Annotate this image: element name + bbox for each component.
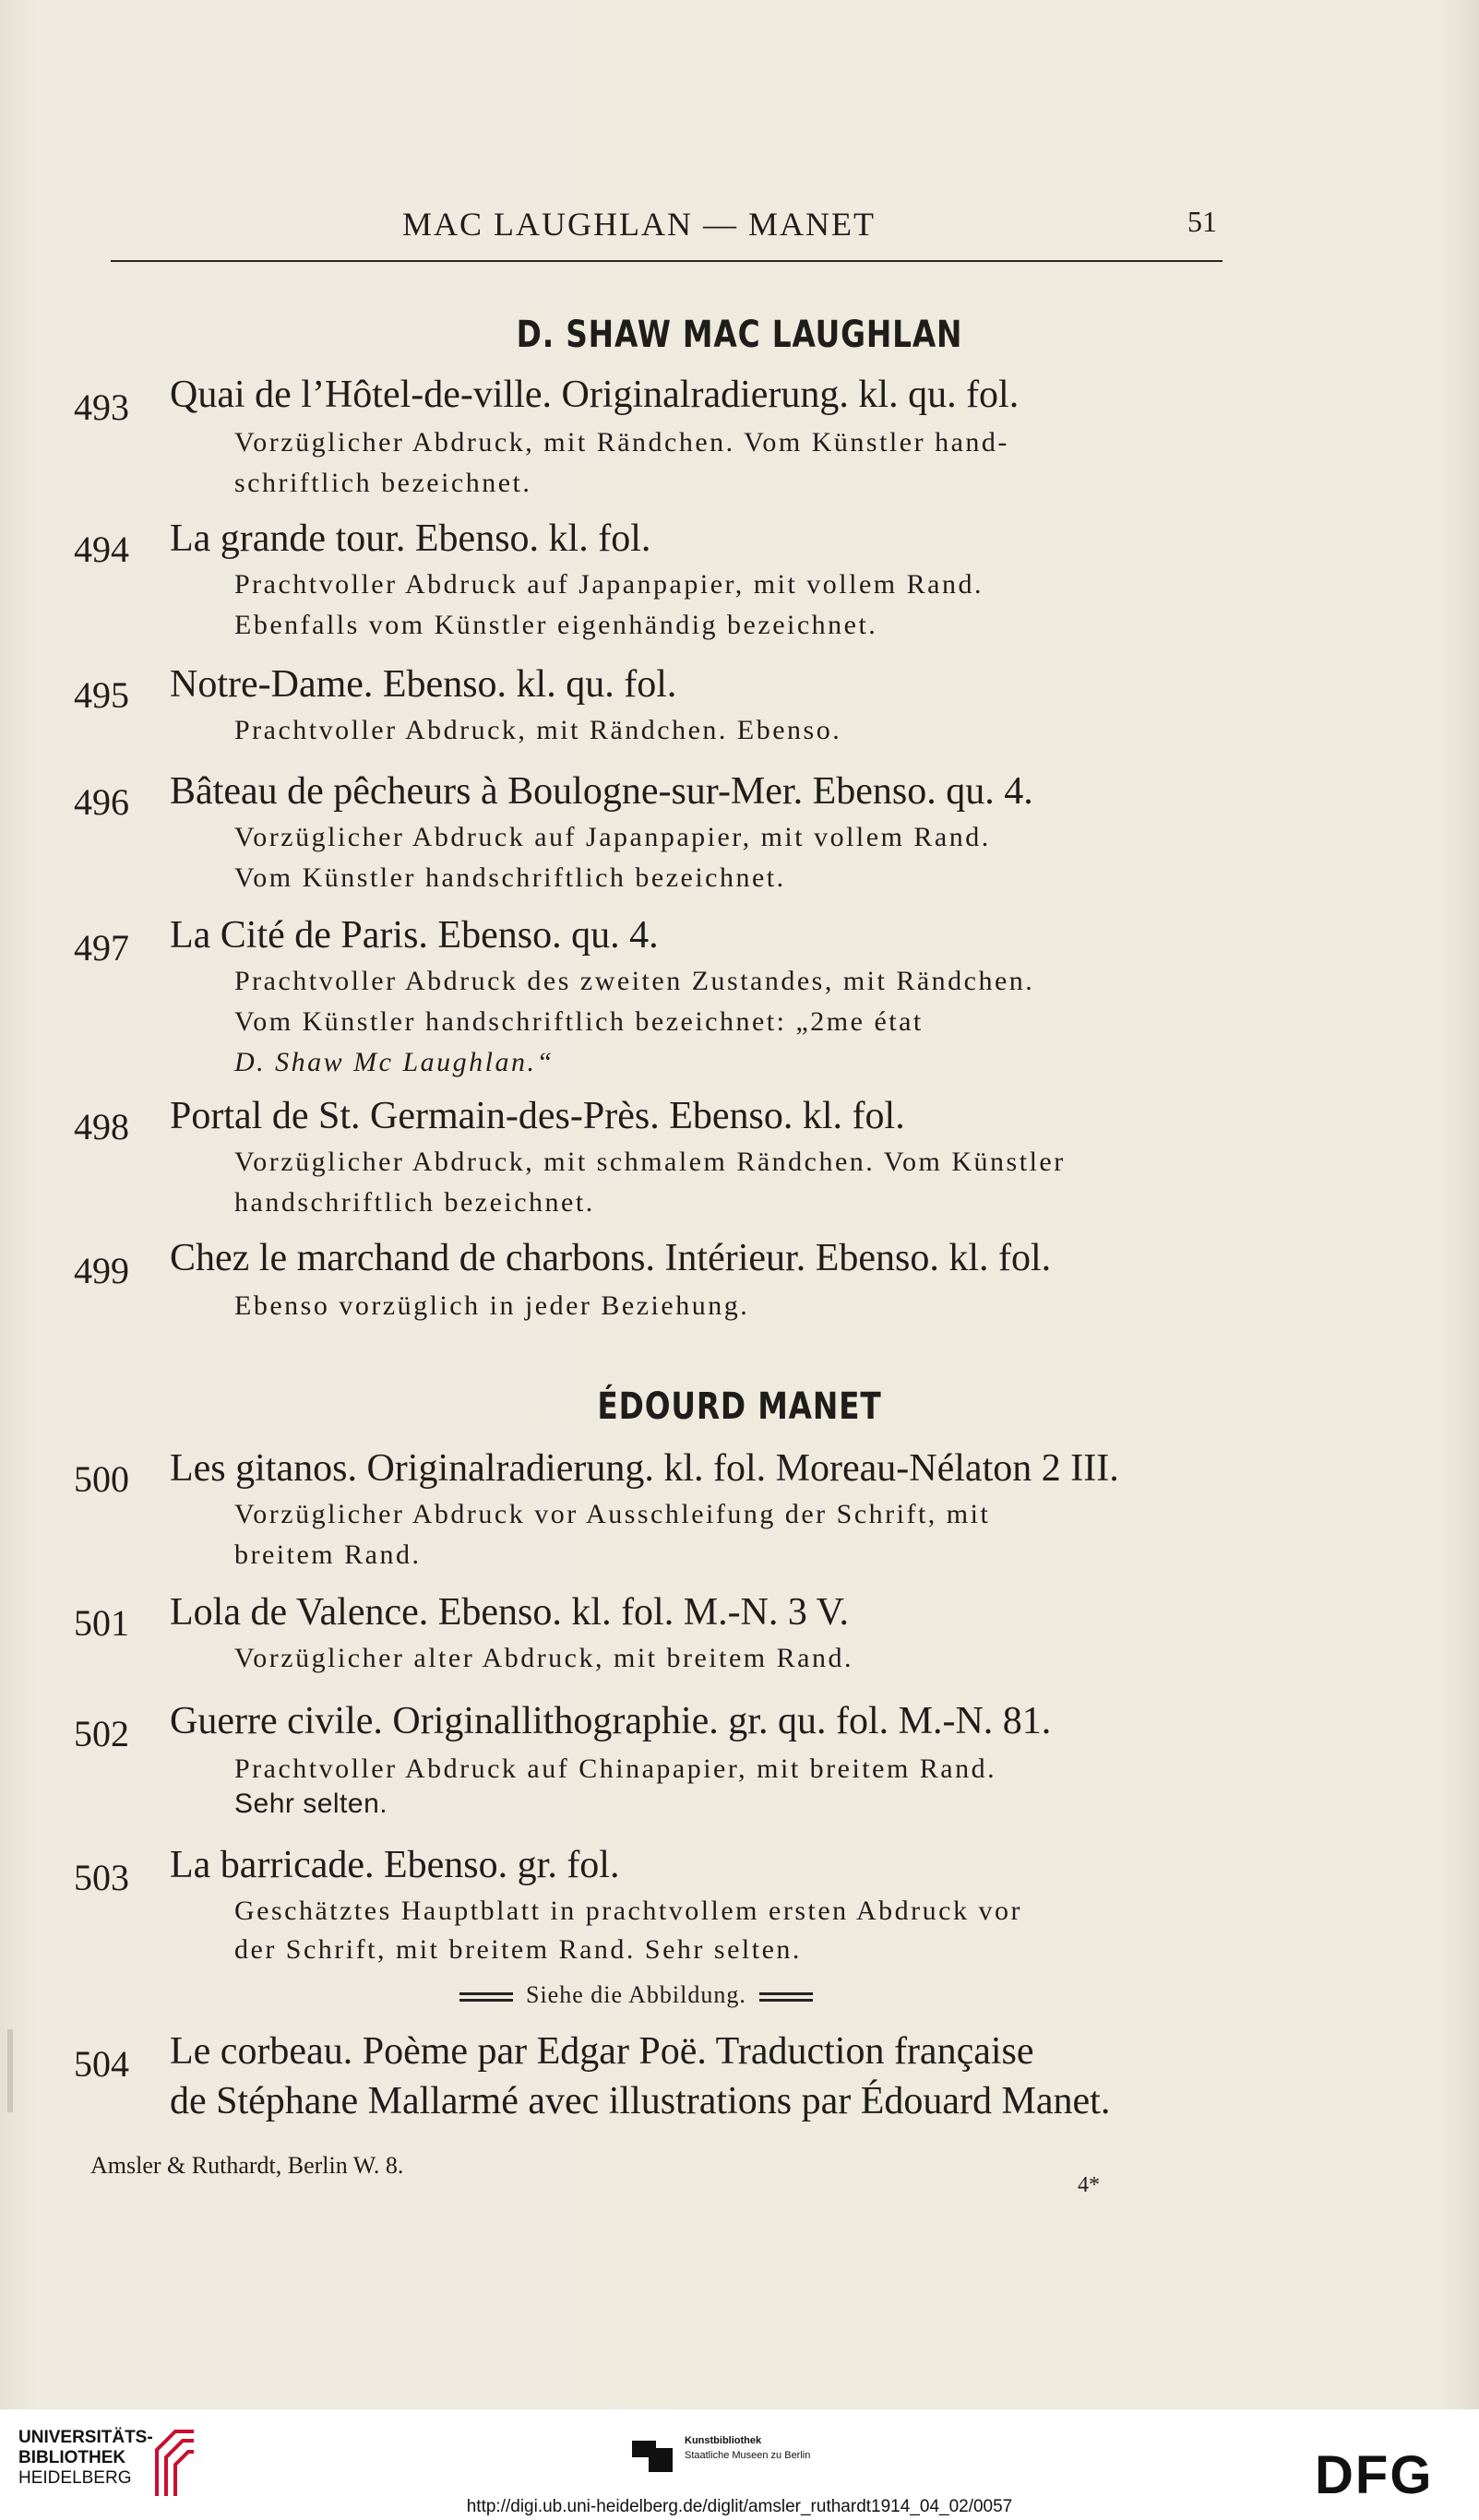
entry-description-line: Sehr selten.	[234, 1789, 388, 1819]
entry-description-line: Prachtvoller Abdruck, mit Rändchen. Ebenso.	[234, 715, 842, 745]
entry-number: 504	[74, 2043, 129, 2085]
entry-title: La grande tour. Ebenso. kl. fol.	[170, 517, 651, 560]
entry-number: 502	[74, 1713, 129, 1754]
illustration-reference-text: Siehe die Abbildung.	[526, 1981, 746, 2008]
ub-label-line: BIBLIOTHEK	[18, 2448, 126, 2467]
entry-description-line: Vom Künstler handschriftlich bezeichnet: „2me état	[234, 1006, 924, 1037]
entry-number: 494	[74, 529, 129, 570]
entry-description-line: Vorzüglicher Abdruck vor Ausschleifung der Schrift, mit	[234, 1499, 991, 1529]
entry-description-line: Ebenso vorzüglich in jeder Beziehung.	[234, 1290, 750, 1321]
entry-title: Bâteau de pêcheurs à Boulogne-sur-Mer. Ebenso. qu. 4.	[170, 770, 1033, 813]
entry-description-line: Prachtvoller Abdruck auf Japanpapier, mit vollem Rand.	[234, 569, 984, 600]
running-head: MAC LAUGHLAN — MANET	[402, 206, 876, 243]
section-title-manet: ÉDOURD MANET	[597, 1385, 882, 1428]
entry-title-continued: de Stéphane Mallarmé avec illustrations par Édouard Manet.	[170, 2080, 1111, 2122]
page-number: 51	[1187, 205, 1217, 238]
section-title-mac-laughlan: D. SHAW MAC LAUGHLAN	[516, 314, 963, 356]
header-rule	[111, 260, 1223, 262]
entry-description-line: Vom Künstler handschriftlich bezeichnet.	[234, 862, 786, 893]
entry-description-line: Geschätztes Hauptblatt in prachtvollem ersten Abdruck vor	[234, 1896, 1022, 1926]
entry-description-line: Prachtvoller Abdruck auf Chinapapier, mit breitem Rand.	[234, 1753, 997, 1784]
entry-description-line: Vorzüglicher Abdruck, mit schmalem Rändchen. Vom Künstler	[234, 1147, 1066, 1177]
dfg-logo[interactable]: DFG	[1315, 2445, 1434, 2505]
ub-label-line: HEIDELBERG	[18, 2468, 132, 2488]
entry-title: Lola de Valence. Ebenso. kl. fol. M.-N. 3 V.	[170, 1591, 850, 1634]
entry-title: Les gitanos. Originalradierung. kl. fol. Moreau-Nélaton 2 III.	[170, 1447, 1119, 1490]
entry-number: 501	[74, 1602, 129, 1644]
entry-number: 497	[74, 927, 129, 969]
ub-label-line: UNIVERSITÄTS-	[18, 2428, 153, 2447]
entry-number: 498	[74, 1106, 129, 1147]
kunstbibliothek-name: Kunstbibliothek	[685, 2435, 762, 2446]
entry-description-line: breitem Rand.	[234, 1539, 422, 1570]
entry-description-line: der Schrift, mit breitem Rand. Sehr selten.	[234, 1934, 802, 1965]
entry-description-line: Vorzüglicher Abdruck, mit Rändchen. Vom Künstler hand-	[234, 427, 1009, 458]
entry-description-line: Vorzüglicher alter Abdruck, mit breitem Rand.	[234, 1643, 853, 1673]
illustration-reference	[447, 1981, 826, 2009]
entry-title: Notre-Dame. Ebenso. kl. qu. fol.	[170, 663, 677, 706]
kunstbibliothek-logo-icon	[632, 2431, 673, 2472]
signature-mark: 4*	[1078, 2173, 1100, 2197]
entry-number: 496	[74, 781, 129, 823]
digitization-footer	[0, 2409, 1479, 2520]
entry-description-line: handschriftlich bezeichnet.	[234, 1187, 595, 1218]
entry-description-line: Prachtvoller Abdruck des zweiten Zustandes, mit Rändchen.	[234, 966, 1035, 996]
entry-title: Quai de l’Hôtel-de-ville. Originalradierung. kl. qu. fol.	[170, 374, 1020, 416]
permalink-url[interactable]: http://digi.ub.uni-heidelberg.de/diglit/amsler_ruthardt1914_04_02/0057	[466, 2497, 1013, 2516]
entry-title: La Cité de Paris. Ebenso. qu. 4.	[170, 914, 659, 957]
kunstbibliothek-subtitle: Staatliche Museen zu Berlin	[685, 2450, 811, 2461]
double-rule-right	[759, 1992, 813, 2002]
entry-title: La barricade. Ebenso. gr. fol.	[170, 1844, 620, 1886]
entry-title: Guerre civile. Originallithographie. gr. qu. fol. M.-N. 81.	[170, 1700, 1052, 1742]
entry-title: Le corbeau. Poème par Edgar Poë. Traduction française	[170, 2030, 1034, 2073]
ub-heidelberg-label[interactable]	[18, 2428, 153, 2489]
entry-title: Portal de St. Germain-des-Près. Ebenso. kl. fol.	[170, 1095, 905, 1137]
entry-description-line: schriftlich bezeichnet.	[234, 468, 532, 498]
entry-description-line: Ebenfalls vom Künstler eigenhändig bezeichnet.	[234, 610, 878, 640]
entry-number: 493	[74, 386, 129, 428]
double-rule-left	[459, 1992, 513, 2002]
ub-heidelberg-logo-icon	[148, 2422, 199, 2502]
page-edge-mark	[7, 2029, 13, 2112]
entry-number: 503	[74, 1857, 129, 1898]
entry-number: 499	[74, 1250, 129, 1291]
kunstbibliothek-label[interactable]	[685, 2433, 810, 2463]
entry-number: 500	[74, 1458, 129, 1500]
entry-description-line: D. Shaw Mc Laughlan.“	[234, 1047, 555, 1077]
entry-description-line: Vorzüglicher Abdruck auf Japanpapier, mit vollem Rand.	[234, 822, 991, 852]
entry-title: Chez le marchand de charbons. Intérieur. Ebenso. kl. fol.	[170, 1237, 1052, 1279]
entry-number: 495	[74, 674, 129, 716]
printer-imprint: Amsler & Ruthardt, Berlin W. 8.	[90, 2152, 404, 2179]
